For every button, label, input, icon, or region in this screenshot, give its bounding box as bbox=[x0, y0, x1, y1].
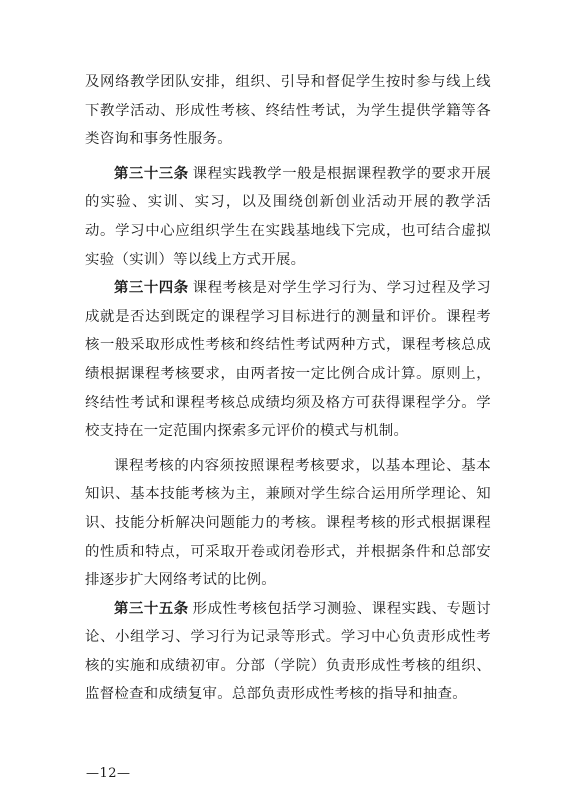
paragraph-text: 课程考核的内容须按照课程考核要求，以基本理论、基本知识、基本技能考核为主，兼顾对学生综合运用所学理论、知识、技能分析解决问题能力的考核。课程考核的形式根据课程的性质和特点，可采取开卷或闭卷形式，并根据条件和总部安排逐步扩大网络考试的比例。 bbox=[85, 457, 491, 589]
paragraph-continuation bbox=[85, 68, 491, 154]
article-number: 第三十三条 bbox=[114, 164, 189, 182]
paragraph-text: 课程实践教学一般是根据课程教学的要求开展的实验、实训、实习，以及围绕创新创业活动开展的教学活动。学习中心应组织学生在实践基地线下完成，也可结合虚拟实验（实训）等以线上方式开展。 bbox=[85, 165, 491, 268]
article-35 bbox=[85, 595, 491, 709]
article-number: 第三十四条 bbox=[114, 279, 189, 297]
article-34 bbox=[85, 274, 491, 446]
paragraph-text: 课程考核是对学生学习行为、学习过程及学习成就是否达到既定的课程学习目标进行的测量和评价。课程考核一般采取形成性考核和终结性考试两种方式，课程考核总成绩根据课程考核要求，由两者按一定比例合成计算。原则上，终结性考试和课程考核总成绩均须及格方可获得课程学分。学校支持在一定范围内探索多元评价的模式与机制。 bbox=[85, 280, 491, 440]
page-number: —12— bbox=[86, 766, 131, 781]
document-body bbox=[85, 68, 491, 709]
paragraph-text: 及网络教学团队安排，组织、引导和督促学生按时参与线上线下教学活动、形成性考核、终结性考试，为学生提供学籍等各类咨询和事务性服务。 bbox=[85, 74, 491, 148]
article-33 bbox=[85, 160, 491, 274]
paragraph-assessment-content bbox=[85, 452, 491, 595]
paragraph-text: 形成性考核包括学习测验、课程实践、专题讨论、小组学习、学习行为记录等形式。学习中心负责形成性考核的实施和成绩初审。分部（学院）负责形成性考核的组织、监督检查和成绩复审。总部负责形成性考核的指导和抽查。 bbox=[85, 600, 491, 703]
article-number: 第三十五条 bbox=[114, 599, 189, 617]
